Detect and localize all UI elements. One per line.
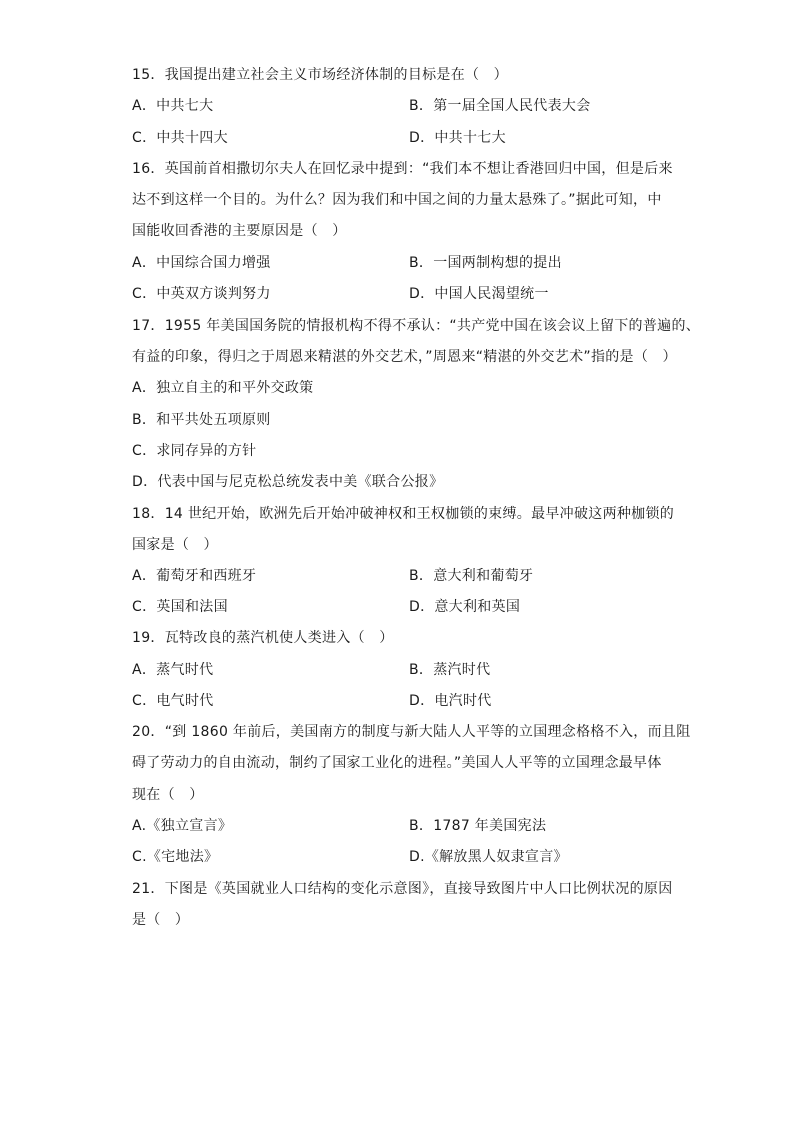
q16-stem-line1: 16．英国前首相撒切尔夫人在回忆录中提到：“我们本不想让香港回归中国，但是后来 — [132, 161, 673, 177]
q19-option-c: C．电气时代 — [132, 693, 214, 709]
q17-option-a: A．独立自主的和平外交政策 — [132, 380, 314, 396]
q17-stem-line1: 17．1955 年美国国务院的情报机构不得不承认：“共产党中国在该会议上留下的普遍的、 — [132, 318, 701, 334]
q15-option-c: C．中共十四大 — [132, 130, 228, 146]
q18-option-d: D．意大利和英国 — [409, 599, 521, 615]
q16-option-b: B．一国两制构想的提出 — [409, 255, 562, 271]
q15-option-b: B．第一届全国人民代表大会 — [409, 98, 591, 114]
q18-option-a: A．葡萄牙和西班牙 — [132, 568, 257, 584]
q16-option-d: D．中国人民渴望统一 — [409, 286, 549, 302]
q16-option-c: C．中英双方谈判努力 — [132, 286, 271, 302]
q19-option-d: D．电汽时代 — [409, 693, 492, 709]
q17-option-d: D．代表中国与尼克松总统发表中美《联合公报》 — [132, 474, 444, 490]
q15-option-d: D．中共十七大 — [409, 130, 506, 146]
q18-option-c: C．英国和法国 — [132, 599, 228, 615]
q19-stem: 19．瓦特改良的蒸汽机使人类进入（ ） — [132, 630, 394, 646]
q15-option-a: A．中共七大 — [132, 98, 214, 114]
q16-stem-line3: 国能收回香港的主要原因是（ ） — [132, 223, 347, 239]
q20-option-a: A.《独立宣言》 — [132, 818, 233, 834]
q21-stem-line1: 21．下图是《英国就业人口结构的变化示意图》，直接导致图片中人口比例状况的原因 — [132, 881, 673, 897]
q17-option-b: B．和平共处五项原则 — [132, 412, 271, 428]
q20-option-d: D.《解放黑人奴隶宣言》 — [409, 849, 568, 865]
q20-stem-line2: 碍了劳动力的自由流动，制约了国家工业化的进程。”美国人人平等的立国理念最早体 — [132, 755, 662, 771]
q15-stem: 15．我国提出建立社会主义市场经济体制的目标是在（ ） — [132, 67, 508, 83]
q20-option-b: B．1787 年美国宪法 — [409, 818, 547, 834]
q21-stem-line2: 是（ ） — [132, 912, 190, 928]
q20-stem-line1: 20．“到 1860 年前后，美国南方的制度与新大陆人人平等的立国理念格格不入，而且阻 — [132, 724, 691, 740]
q18-stem-line2: 国家是（ ） — [132, 537, 218, 553]
q19-option-b: B．蒸汽时代 — [409, 662, 491, 678]
q20-option-c: C.《宅地法》 — [132, 849, 219, 865]
q16-stem-line2: 达不到这样一个目的。为什么？因为我们和中国之间的力量太悬殊了。”据此可知，中 — [132, 192, 662, 208]
q17-option-c: C．求同存异的方针 — [132, 443, 257, 459]
q18-option-b: B．意大利和葡萄牙 — [409, 568, 534, 584]
q19-option-a: A．蒸气时代 — [132, 662, 214, 678]
q20-stem-line3: 现在（ ） — [132, 787, 204, 803]
q18-stem-line1: 18．14 世纪开始，欧洲先后开始冲破神权和王权枷锁的束缚。最早冲破这两种枷锁的 — [132, 506, 675, 522]
q16-option-a: A．中国综合国力增强 — [132, 255, 271, 271]
q17-stem-line2: 有益的印象，得归之于周恩来精湛的外交艺术，”周恩来“精湛的外交艺术”指的是（ ） — [132, 349, 677, 365]
